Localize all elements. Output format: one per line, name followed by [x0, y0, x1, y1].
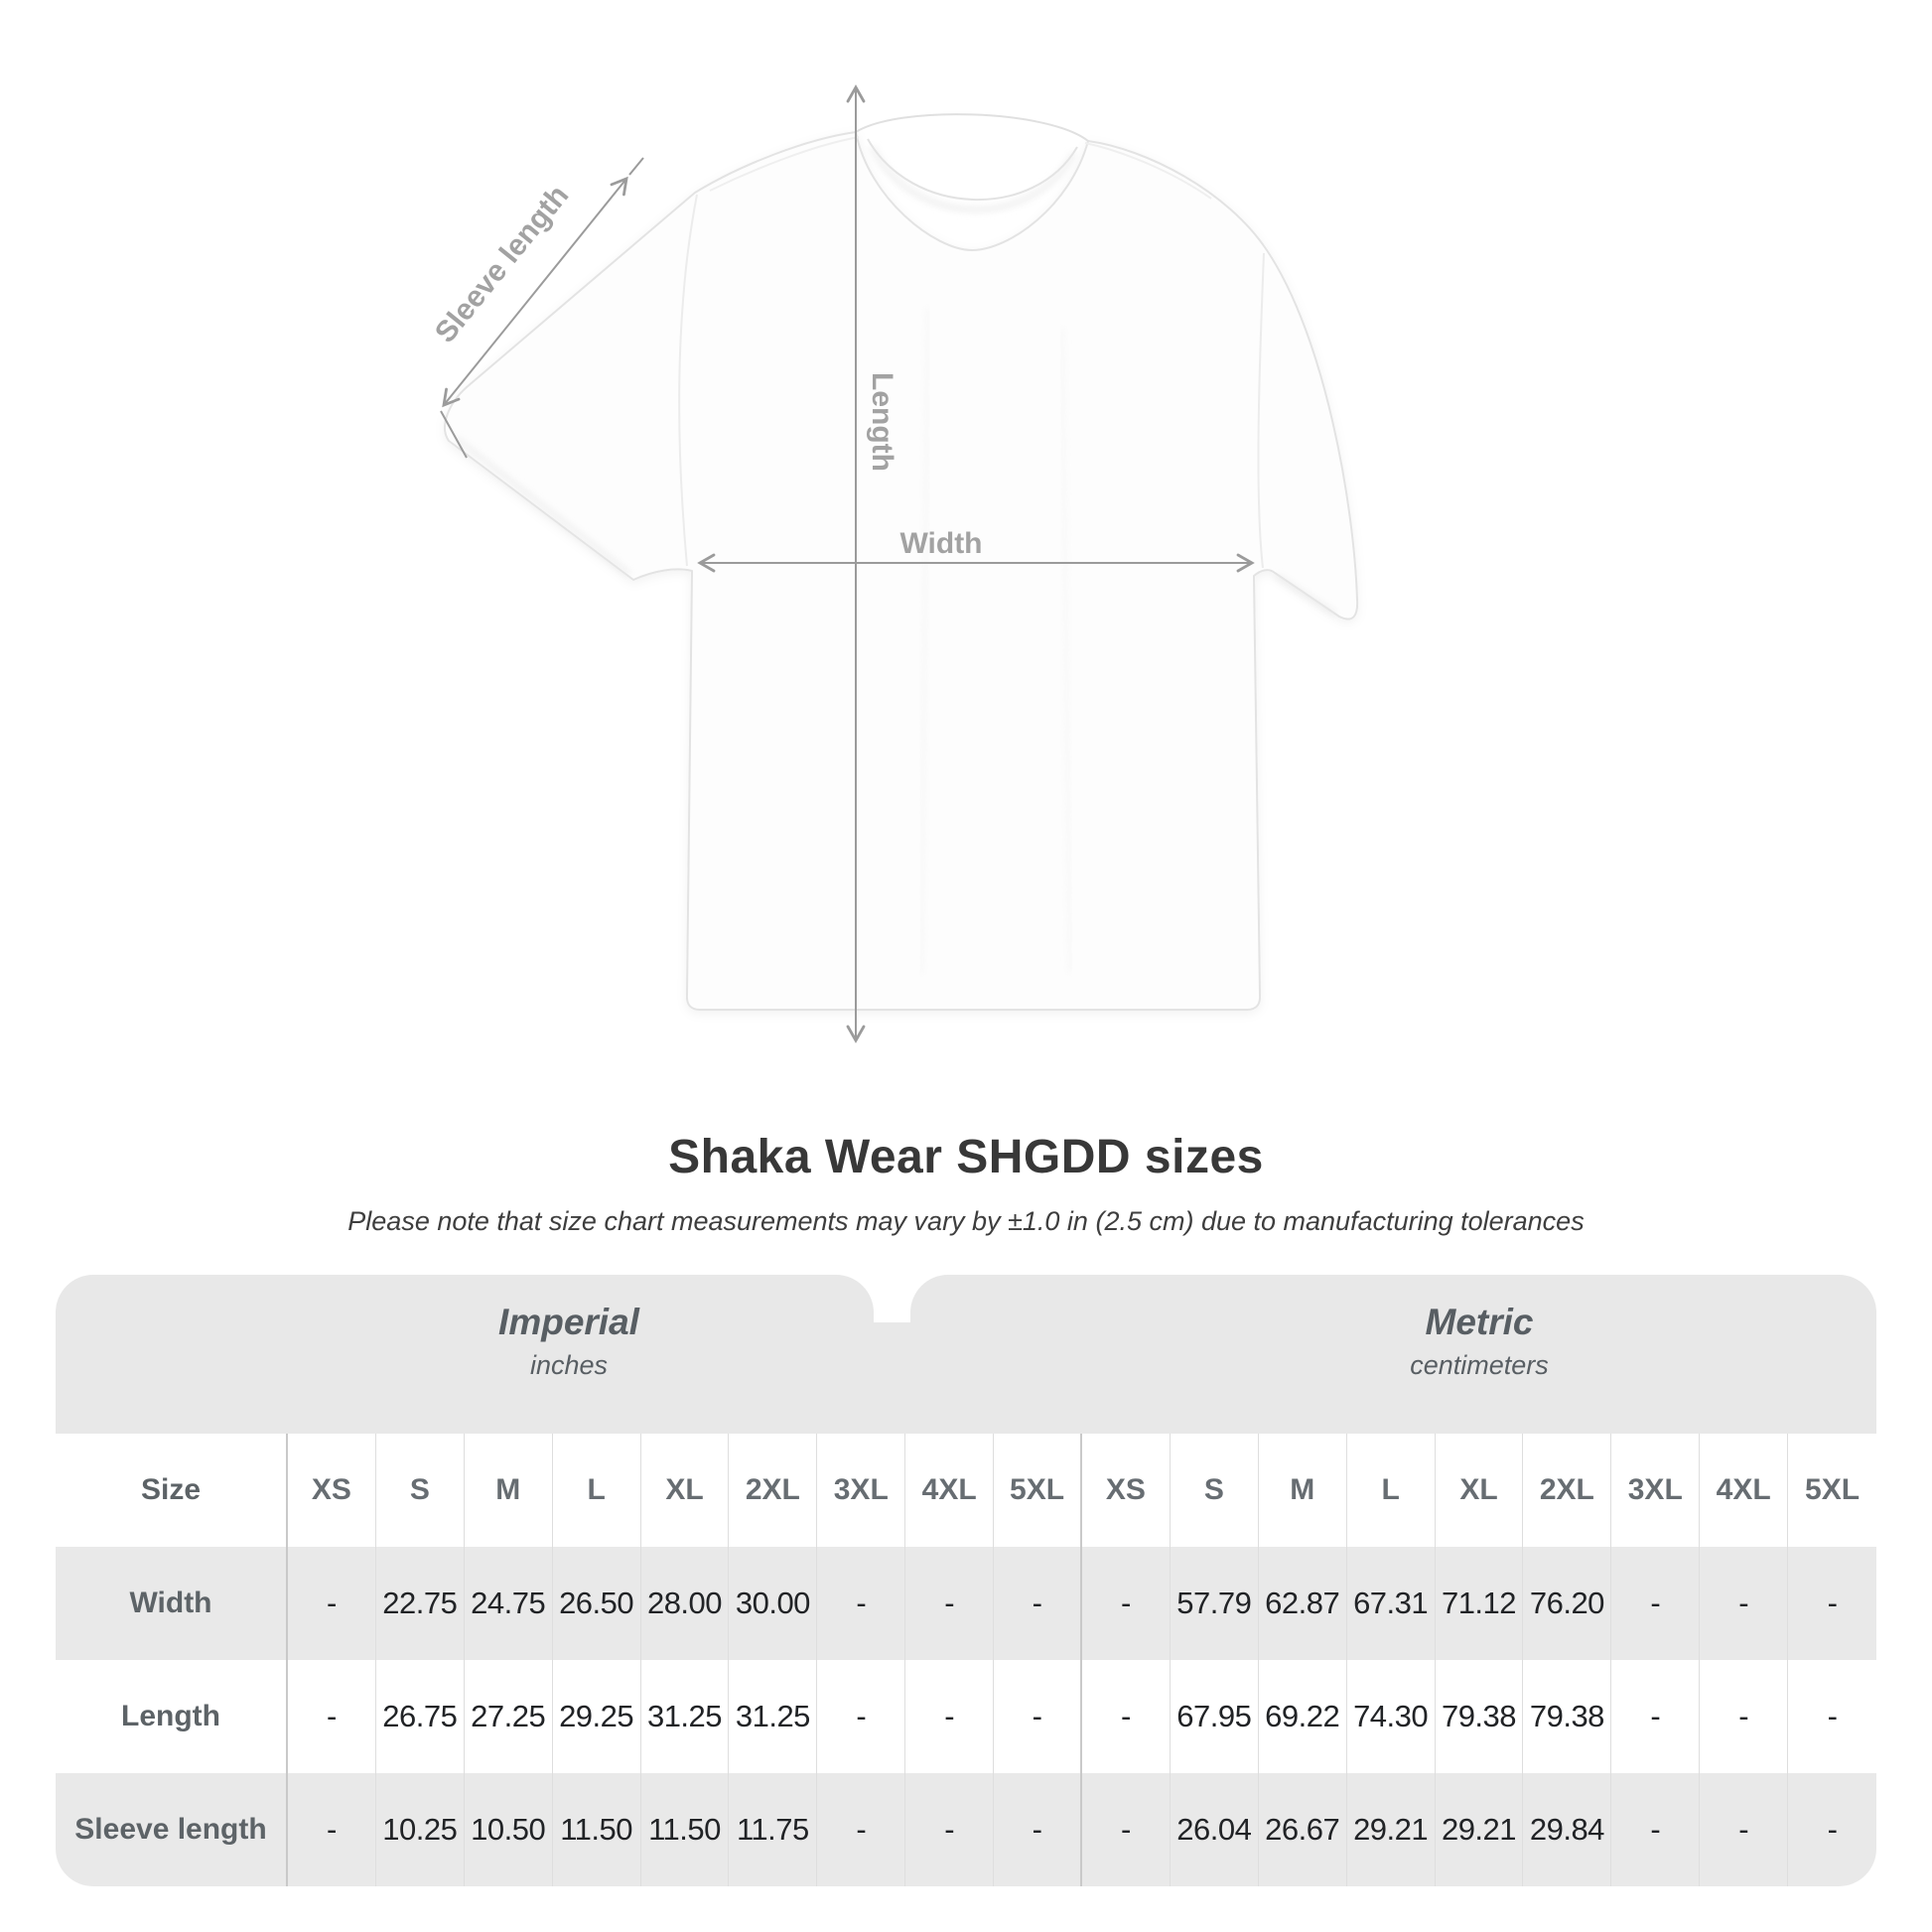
value-cell-metric: 67.95	[1171, 1660, 1259, 1773]
value-cell-metric: 29.84	[1523, 1773, 1611, 1886]
value-cell-metric: -	[1827, 1586, 1838, 1620]
value-cell-imperial: -	[288, 1773, 376, 1886]
value-cell-imperial: 31.25	[641, 1660, 730, 1773]
value-cell-metric: -	[1700, 1660, 1788, 1773]
metric-header-title: Metric	[1425, 1302, 1534, 1342]
size-grid	[56, 1434, 1876, 1886]
sleeve-length-extension-line-top	[629, 158, 643, 175]
value-cell-imperial: 30.00	[729, 1547, 817, 1660]
row-label: Length	[56, 1660, 288, 1773]
size-header-metric-2xl: 2XL	[1523, 1434, 1611, 1547]
row-label: Width	[56, 1547, 288, 1660]
value-cell-metric: 29.21	[1347, 1773, 1436, 1886]
size-header-imperial-l: L	[553, 1434, 641, 1547]
value-cell-metric: 71.12	[1436, 1547, 1524, 1660]
value-cell-imperial: 28.00	[641, 1547, 730, 1660]
size-header-imperial-xl: XL	[641, 1434, 730, 1547]
metric-header	[1082, 1275, 1876, 1434]
tshirt-svg	[427, 79, 1370, 1052]
value-cell-imperial: -	[905, 1773, 994, 1886]
value-cell-metric: 62.87	[1259, 1547, 1347, 1660]
value-cell-metric: -	[1611, 1660, 1700, 1773]
value-cell-imperial: 26.75	[376, 1660, 465, 1773]
value-cell-imperial: 11.75	[729, 1773, 817, 1886]
sleeve-length-label: Sleeve length	[428, 179, 576, 349]
table-row-length	[56, 1660, 1876, 1773]
imperial-header-title: Imperial	[498, 1302, 639, 1342]
value-cell-imperial: -	[817, 1660, 905, 1773]
size-table	[56, 1275, 1876, 1886]
value-cell-imperial: -	[817, 1547, 905, 1660]
value-cell-metric: -	[1082, 1660, 1171, 1773]
metric-header-unit: centimeters	[1410, 1350, 1549, 1380]
size-header-metric-l: L	[1347, 1434, 1436, 1547]
value-cell-metric: 79.38	[1523, 1660, 1611, 1773]
size-header-imperial-4xl: 4XL	[905, 1434, 994, 1547]
size-header-row	[56, 1434, 1876, 1547]
value-cell-metric: 26.04	[1171, 1773, 1259, 1886]
value-cell-imperial: -	[905, 1547, 994, 1660]
value-cell-imperial: 22.75	[376, 1547, 465, 1660]
value-cell-metric: -	[1700, 1547, 1788, 1660]
value-cell-metric: 29.21	[1436, 1773, 1524, 1886]
value-cell-imperial: 11.50	[641, 1773, 730, 1886]
value-cell-imperial: 24.75	[465, 1547, 553, 1660]
size-header-metric-4xl: 4XL	[1700, 1434, 1788, 1547]
value-cell-imperial: -	[994, 1660, 1082, 1773]
size-header-imperial-5xl: 5XL	[994, 1434, 1082, 1547]
value-cell-metric: -	[1082, 1773, 1171, 1886]
value-cell-metric: -	[1611, 1547, 1700, 1660]
table-row-width	[56, 1547, 1876, 1660]
size-header-metric-s: S	[1171, 1434, 1259, 1547]
size-column-header: Size	[56, 1434, 288, 1547]
value-cell-metric: 26.67	[1259, 1773, 1347, 1886]
value-cell-metric: -	[1827, 1699, 1838, 1733]
value-cell-metric: 69.22	[1259, 1660, 1347, 1773]
value-cell-metric: -	[1827, 1812, 1838, 1847]
value-cell-imperial: 10.25	[376, 1773, 465, 1886]
length-label: Length	[866, 372, 899, 472]
value-cell-imperial: -	[994, 1773, 1082, 1886]
value-cell-metric: -	[1082, 1547, 1171, 1660]
size-header-metric-3xl: 3XL	[1611, 1434, 1700, 1547]
value-cell-metric: 74.30	[1347, 1660, 1436, 1773]
imperial-header-unit: inches	[529, 1350, 609, 1380]
size-header-imperial-s: S	[376, 1434, 465, 1547]
size-chart-title: Shaka Wear SHGDD sizes	[668, 1131, 1264, 1183]
row-label: Sleeve length	[56, 1773, 288, 1886]
value-cell-imperial: 10.50	[465, 1773, 553, 1886]
size-header-imperial-3xl: 3XL	[817, 1434, 905, 1547]
size-header-metric-xs: XS	[1082, 1434, 1171, 1547]
value-cell-metric: -	[1611, 1773, 1700, 1886]
value-cell-metric: -	[1700, 1773, 1788, 1886]
value-cell-metric: 57.79	[1171, 1547, 1259, 1660]
value-cell-imperial: 11.50	[553, 1773, 641, 1886]
value-cell-metric: 76.20	[1523, 1547, 1611, 1660]
value-cell-imperial: -	[288, 1547, 376, 1660]
size-header-imperial-m: M	[465, 1434, 553, 1547]
value-cell-imperial: 26.50	[553, 1547, 641, 1660]
size-chart-tolerance-note: Please note that size chart measurements may vary by ±1.0 in (2.5 cm) due to manufacturing tolerances	[347, 1206, 1585, 1236]
value-cell-imperial: -	[994, 1547, 1082, 1660]
value-cell-imperial: 31.25	[729, 1660, 817, 1773]
value-cell-metric: 67.31	[1347, 1547, 1436, 1660]
table-row-sleeve-length	[56, 1773, 1876, 1886]
size-header-imperial-xs: XS	[288, 1434, 376, 1547]
size-header-metric-5xl: 5XL	[1805, 1473, 1861, 1506]
value-cell-imperial: -	[817, 1773, 905, 1886]
size-header-metric-xl: XL	[1436, 1434, 1524, 1547]
value-cell-imperial: 29.25	[553, 1660, 641, 1773]
value-cell-imperial: -	[905, 1660, 994, 1773]
value-cell-imperial: -	[288, 1660, 376, 1773]
tshirt-diagram	[427, 79, 1370, 1052]
value-cell-imperial: 27.25	[465, 1660, 553, 1773]
size-header-imperial-2xl: 2XL	[729, 1434, 817, 1547]
imperial-header	[56, 1275, 1082, 1434]
value-cell-metric: 79.38	[1436, 1660, 1524, 1773]
width-label: Width	[899, 527, 983, 560]
size-header-metric-m: M	[1259, 1434, 1347, 1547]
